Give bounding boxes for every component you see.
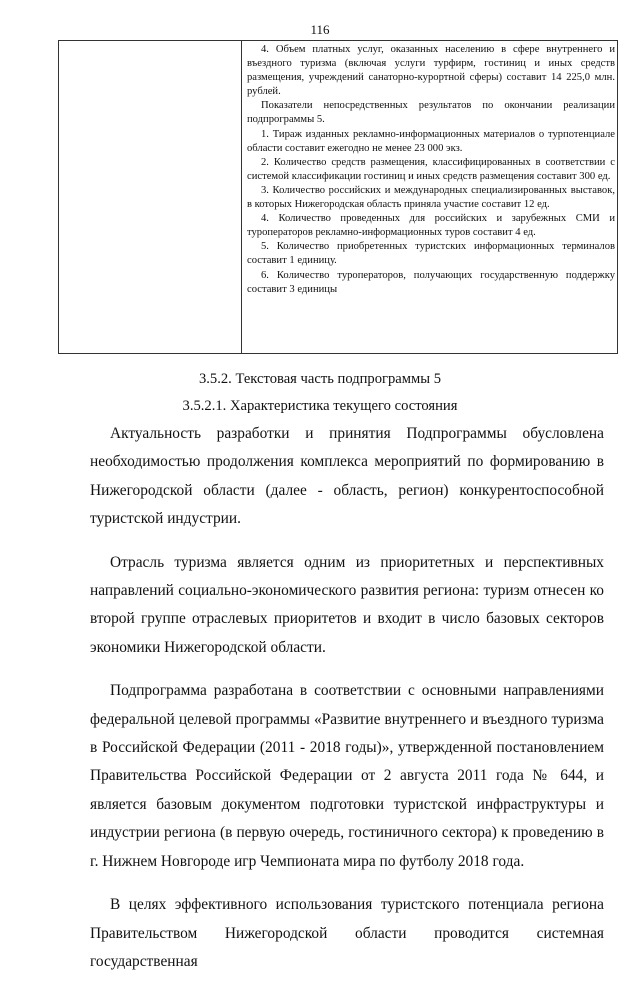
page-number: 116 [310,22,330,37]
body-paragraph: В целях эффективного использования туристского потенциала региона Правительством Нижегородской области проводится системная государственная [90,896,604,970]
indicators-table [58,40,618,354]
table-paragraph: 5. Количество приобретенных туристских информационных терминалов составит 1 единицу. [247,241,615,267]
body-paragraph: Подпрограмма разработана в соответствии с основными направлениями федеральной целевой программы «Развитие внутреннего и въездного туризма в Российской Федерации (2011 - 2018 годы)», утвержденной постановлением Правительства Российской Федерации от 2 августа 2011 года № 644, и является базовым документом подготовки туристской инфраструктуры и индустрии региона (в первую очередь, гостиничного сектора) к проведению в г. Нижнем Новгороде игр Чемпионата мира по футболу 2018 года. [90,682,604,870]
body-text [90,420,604,991]
table-paragraph: Показатели непосредственных результатов по окончании реализации подпрограммы 5. [247,100,615,126]
subsection-heading: 3.5.2.1. Характеристика текущего состояния [182,398,458,414]
body-paragraph: Отрасль туризма является одним из приоритетных и перспективных направлений социально-экономического развития региона: туризм отнесен ко второй группе отраслевых приоритетов и входит в число базовых секторов экономики Нижегородской области. [90,553,604,656]
table-paragraph: 6. Количество туроператоров, получающих государственную поддержку составит 3 единицы [247,269,615,295]
table-paragraph: 1. Тираж изданных рекламно-информационных материалов о турпотенциале области составит ежегодно не менее 23 000 экз. [247,128,615,154]
table-right-cell [247,43,615,297]
table-paragraph: 3. Количество российских и международных специализированных выставок, в которых Нижегородская область приняла участие составит 12 ед. [247,184,615,211]
body-paragraph: Актуальность разработки и принятия Подпрограммы обусловлена необходимостью продолжения комплекса мероприятий по формированию в Нижегородской области (далее - область, регион) конкурентоспособной туристской индустрии. [90,425,604,528]
table-left-cell [59,41,242,353]
table-paragraph: 4. Объем платных услуг, оказанных населению в сфере внутреннего и въездного туризма (включая услуги турфирм, гостиниц и иных средств размещения, учреждений санаторно-курортной сферы) составит 14 225,0 млн. рублей. [247,44,615,98]
table-paragraph: 4. Количество проведенных для российских и зарубежных СМИ и туроператоров рекламно-информационных туров составит 4 ед. [247,213,615,239]
table-paragraph: 2. Количество средств размещения, классифицированных в соответствии с системой классификации гостиниц и иных средств размещения составит 300 ед. [247,156,615,182]
section-heading: 3.5.2. Текстовая часть подпрограммы 5 [198,371,441,387]
